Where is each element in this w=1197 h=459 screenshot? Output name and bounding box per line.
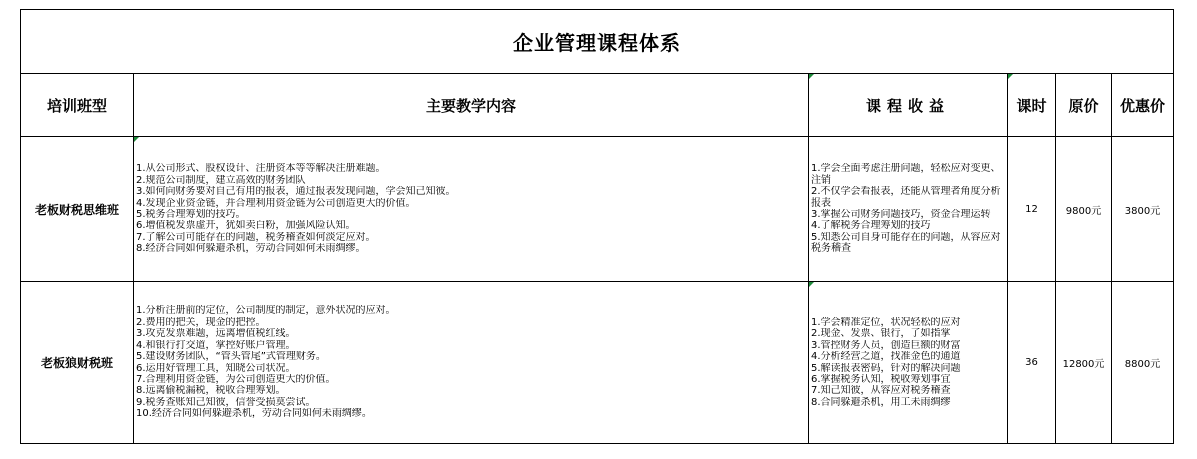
list-item: 5.解读报表密码，针对的解决问题 <box>811 362 961 374</box>
list-item: 10.经济合同如何躲避杀机，劳动合同如何未雨绸缪。 <box>136 408 372 420</box>
header-row <box>21 74 1174 137</box>
list-item: 3.管控财务人员，创造巨额的财富 <box>811 339 961 351</box>
course-hours: 12 <box>1008 137 1056 282</box>
list-item: 6.运用好管理工具，知晓公司状况。 <box>136 362 296 374</box>
list-item: 6.增值税发票虚开，犹如卖白粉，加强风险认知。 <box>136 220 356 232</box>
header-type: 培训班型 <box>21 74 134 137</box>
list-item: 1.分析注册前的定位，公司制度的制定，意外状况的应对。 <box>136 305 396 317</box>
header-gain: 课程收益 <box>809 74 1008 137</box>
list-item: 5.知悉公司自身可能存在的问题，从容应对税务稽查 <box>811 231 1001 255</box>
list-item: 8.经济合同如何躲避杀机，劳动合同如何未雨绸缪。 <box>136 243 366 255</box>
course-gain-list <box>809 163 1007 254</box>
list-item: 2.现金、发票、银行，了如指掌 <box>811 328 951 340</box>
course-content-cell <box>134 137 809 282</box>
course-content-list <box>134 163 808 254</box>
course-gain-cell <box>809 282 1008 444</box>
course-name: 老板狼财税班 <box>21 282 134 444</box>
list-item: 7.了解公司可能存在的问题，税务稽查如何淡定应对。 <box>136 231 376 243</box>
header-price: 原价 <box>1056 74 1112 137</box>
list-item: 9.税务查账知己知彼，信誉受损莫尝试。 <box>136 396 316 408</box>
list-item: 6.掌握税务认知，税收筹划事宜 <box>811 373 951 385</box>
course-gain-list <box>809 317 1007 408</box>
list-item: 3.如何向财务要对自己有用的报表，通过报表发现问题，学会知己知彼。 <box>136 186 456 198</box>
course-discount: 3800元 <box>1112 137 1174 282</box>
course-gain-cell <box>809 137 1008 282</box>
list-item: 4.分析经营之道，找准金色的通道 <box>811 351 961 363</box>
list-item: 3.掌握公司财务问题技巧，资金合理运转 <box>811 209 991 220</box>
course-name: 老板财税思维班 <box>21 137 134 282</box>
header-discount: 优惠价 <box>1112 74 1174 137</box>
list-item: 4.了解税务合理筹划的技巧 <box>811 220 931 232</box>
list-item: 8.远离偷税漏税，税收合理筹划。 <box>136 385 286 397</box>
list-item: 2.不仅学会看报表，还能从管理者角度分析报表 <box>811 186 1001 209</box>
list-item: 1.从公司形式、股权设计、注册资本等等解决注册难题。 <box>136 163 386 175</box>
list-item: 3.攻克发票难题，远离增值税红线。 <box>136 328 296 340</box>
header-hours: 课时 <box>1008 74 1056 137</box>
list-item: 2.费用的把关，现金的把控。 <box>136 316 266 328</box>
list-item: 7.合理利用资金链，为公司创造更大的价值。 <box>136 373 336 385</box>
course-price: 12800元 <box>1056 282 1112 444</box>
course-content-list <box>134 305 808 419</box>
list-item: 1.学会全面考虑注册问题，轻松应对变更、注销 <box>811 163 1001 186</box>
course-hours: 36 <box>1008 282 1056 444</box>
list-item: 8.合同躲避杀机，用工未雨绸缪 <box>811 396 951 408</box>
list-item: 5.建设财务团队，“管头管尾”式管理财务。 <box>136 351 326 363</box>
list-item: 4.发现企业资金链，并合理利用资金链为公司创造更大的价值。 <box>136 197 416 209</box>
table-row <box>21 282 1174 444</box>
list-item: 2.规范公司制度，建立高效的财务团队 <box>136 174 306 186</box>
course-content-cell <box>134 282 809 444</box>
course-price: 9800元 <box>1056 137 1112 282</box>
header-content: 主要教学内容 <box>134 74 809 137</box>
course-discount: 8800元 <box>1112 282 1174 444</box>
course-table <box>20 9 1174 444</box>
list-item: 4.和银行打交道，掌控好账户管理。 <box>136 339 296 351</box>
page-title: 企业管理课程体系 <box>21 10 1174 74</box>
table-row <box>21 137 1174 282</box>
list-item: 1.学会精准定位，状况轻松的应对 <box>811 316 961 328</box>
list-item: 7.知己知彼，从容应对税务稽查 <box>811 385 951 397</box>
list-item: 5.税务合理筹划的技巧。 <box>136 209 246 220</box>
